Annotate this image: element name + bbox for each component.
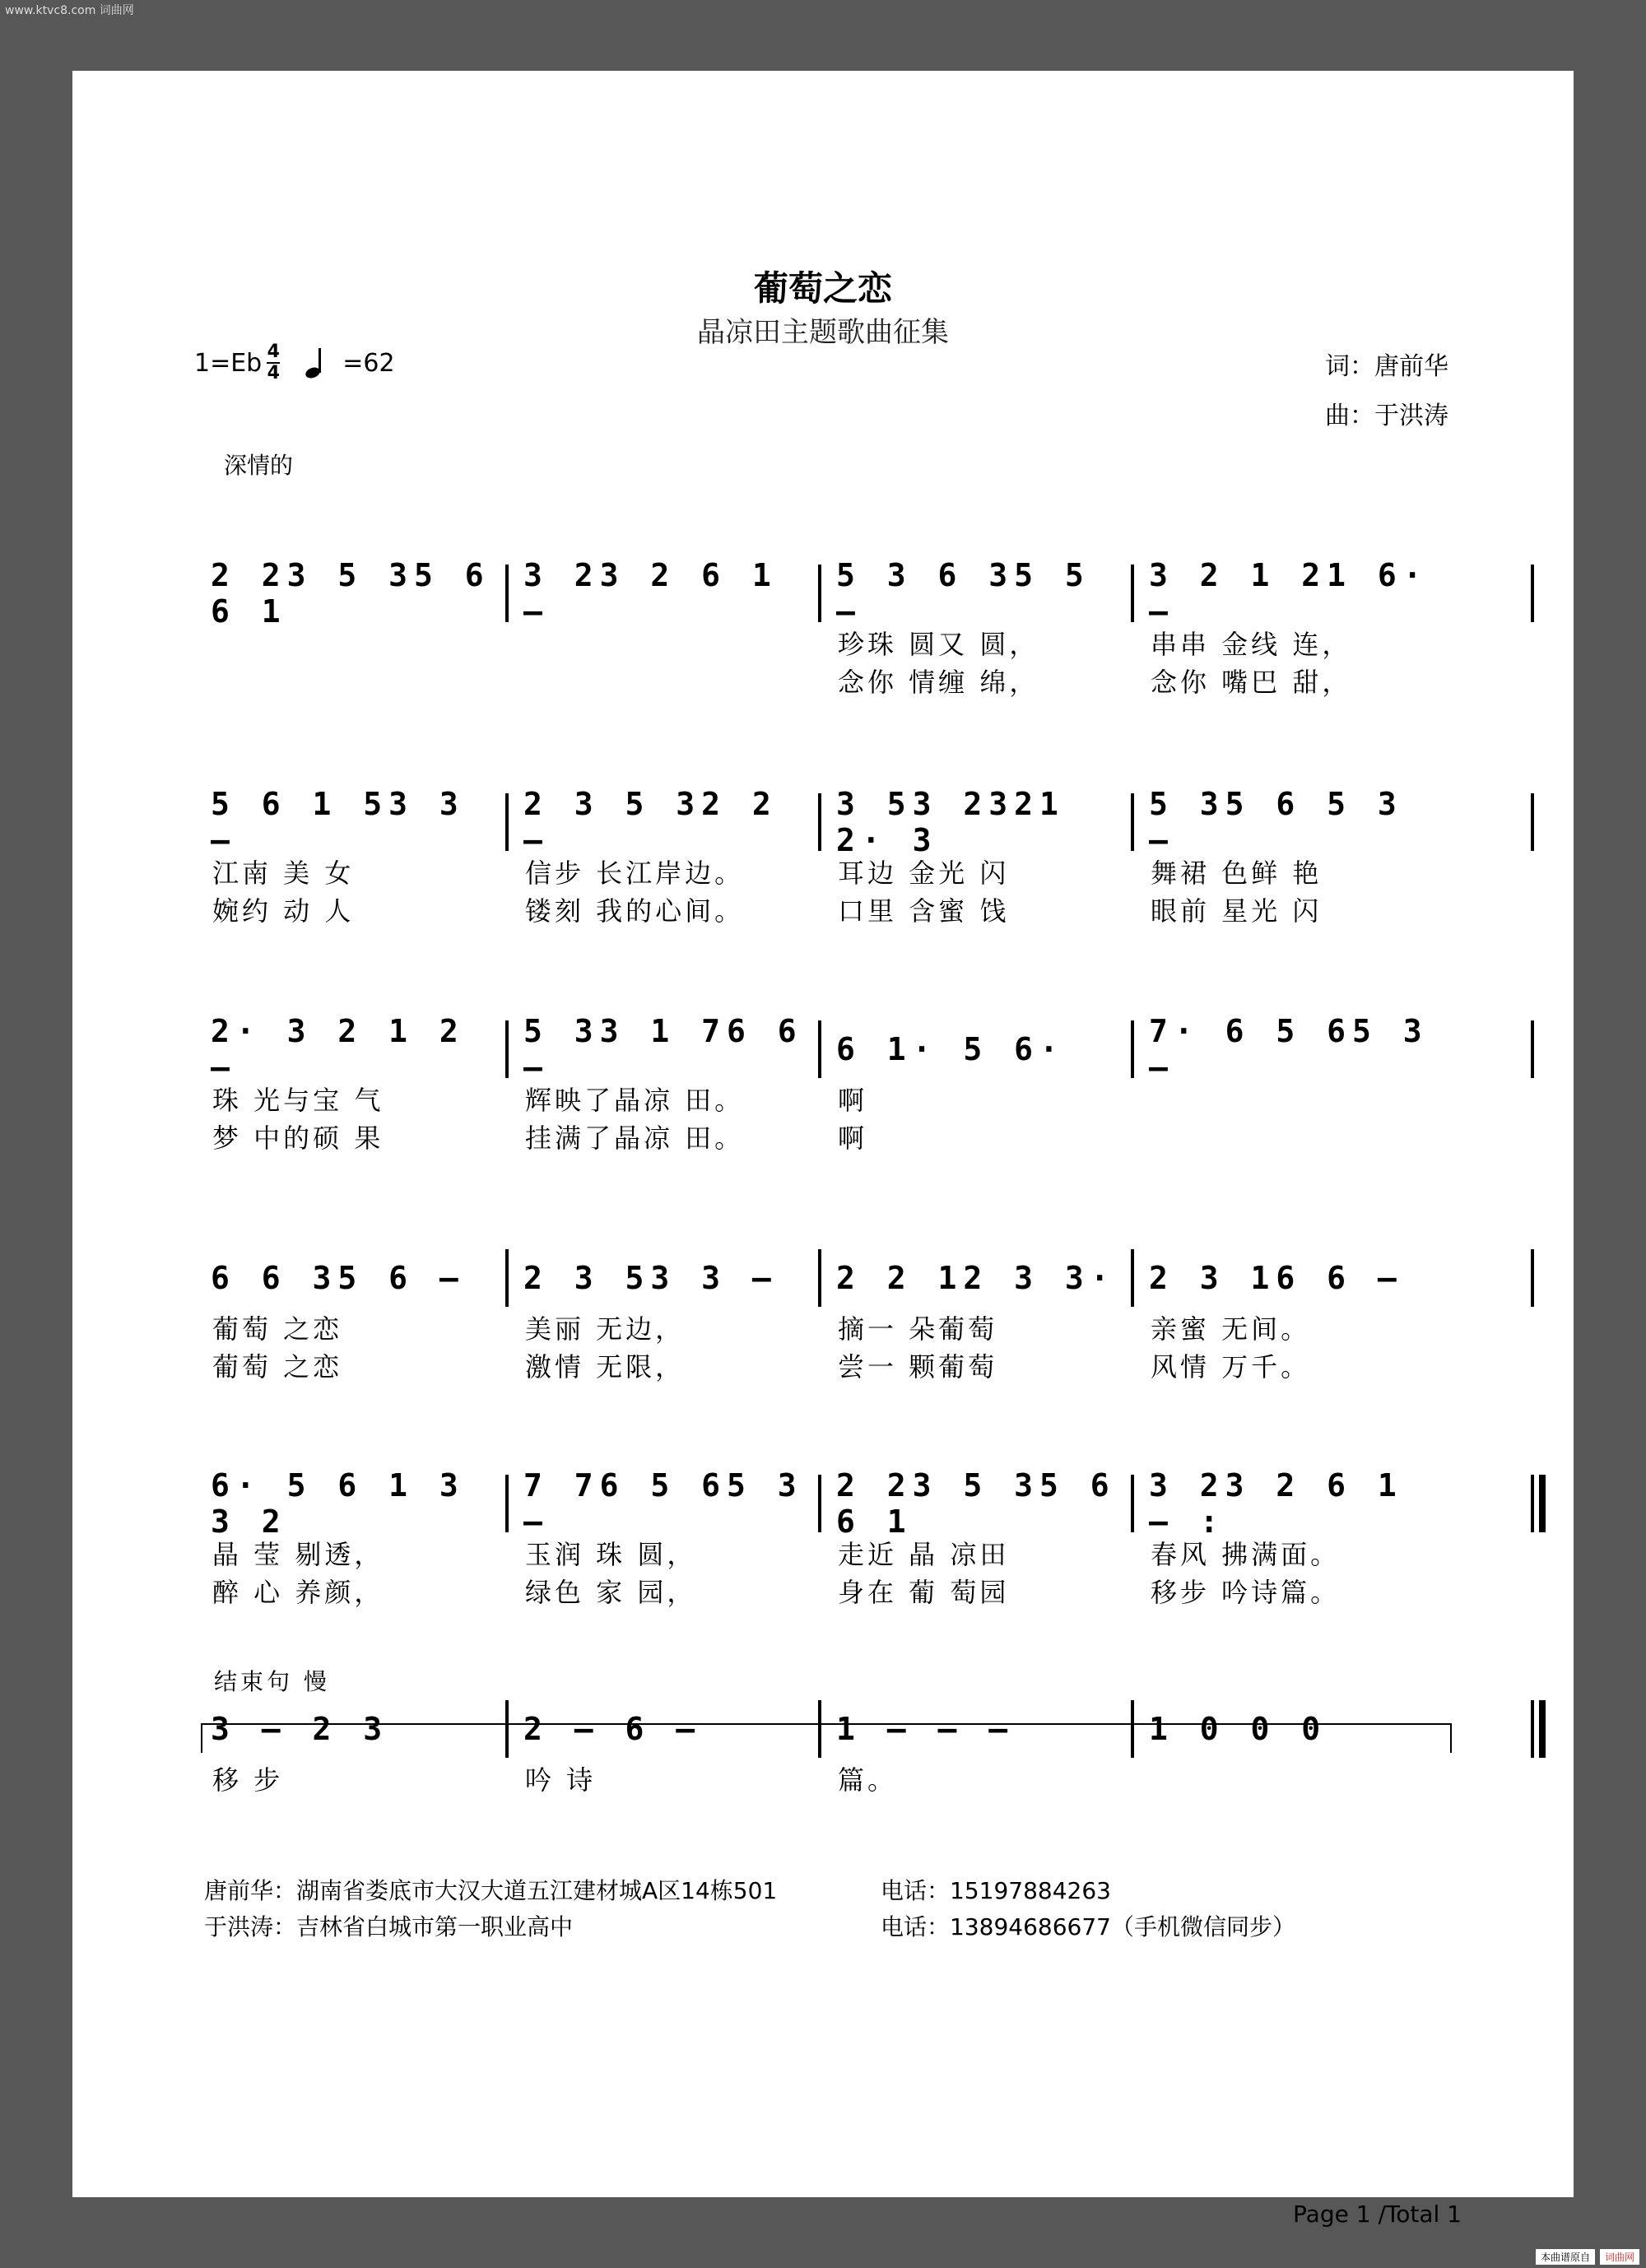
- measure: 5 6 1 53 3 –: [211, 786, 465, 858]
- lyricist: 词：唐前华: [1325, 352, 1448, 381]
- lyric-verse-2: 激情 无限，: [525, 1351, 686, 1383]
- lyric-verse-1: 走近 晶 凉田: [838, 1539, 1010, 1570]
- measure: 5 33 1 76 6 –: [523, 1013, 803, 1085]
- measure: 6 1· 5 6·: [836, 1031, 1065, 1067]
- measure: 5 35 6 5 3 –: [1149, 786, 1403, 858]
- notation-line: [204, 1249, 1554, 1307]
- measure: 3 23 2 6 1 – :: [1149, 1467, 1403, 1540]
- lyric-verse-1: 江南 美 女: [212, 857, 355, 889]
- lyric-verse-2: 梦 中的硕 果: [212, 1122, 384, 1154]
- measure: 2 23 5 35 6 6 1: [211, 557, 491, 630]
- lyric-verse-2: 尝一 颗葡萄: [838, 1351, 998, 1383]
- lyric-verse-1: 篇。: [838, 1764, 898, 1796]
- barline: [818, 1020, 821, 1078]
- composer: 曲：于洪涛: [1325, 402, 1448, 430]
- score-row: [204, 557, 1554, 698]
- quarter-note-icon: [303, 346, 339, 379]
- lyric-verse-1: 耳边 金光 闪: [838, 857, 1010, 889]
- score-row: [204, 1013, 1554, 1154]
- contact-phone-2: 电话：13894686677（手机微信同步）: [881, 1913, 1295, 1940]
- measure: 1 – – –: [836, 1711, 1015, 1747]
- measure: 7· 6 5 65 3 –: [1149, 1013, 1429, 1085]
- lyric-verse-1: 信步 长江岸边。: [525, 857, 745, 889]
- barline: [818, 1475, 821, 1532]
- barline: [505, 793, 509, 851]
- lyric-verse-1: 春风 拂满面。: [1151, 1539, 1341, 1570]
- lyric-verse-1: 美丽 无边，: [525, 1313, 686, 1345]
- barline: [818, 793, 821, 851]
- lyric-verse-1: 珍珠 圆又 圆，: [838, 629, 1039, 660]
- lyric-verse-1: 辉映了晶凉 田。: [525, 1085, 745, 1116]
- measure: 3 2 1 21 6· –: [1149, 557, 1429, 630]
- barline: [1531, 565, 1534, 622]
- lyric-verse-1: 玉润 珠 圆，: [525, 1539, 697, 1570]
- barline: [1531, 1249, 1534, 1307]
- barline: [505, 1249, 509, 1307]
- lyric-verse-1: 移 步: [212, 1764, 284, 1796]
- barline: [1131, 1475, 1134, 1532]
- tempo-value: =62: [342, 348, 395, 378]
- lyric-verse-2: 风情 万千。: [1151, 1351, 1311, 1383]
- lyric-verse-2: 醉 心 养颜，: [212, 1577, 384, 1608]
- contact-name-1: 唐前华：湖南省娄底市大汉大道五江建材城A区14栋501: [204, 1877, 778, 1904]
- lyric-verse-2: 绿色 家 园，: [525, 1577, 697, 1608]
- barline: [505, 1020, 509, 1078]
- barline: [1531, 1475, 1534, 1532]
- barline: [1531, 1020, 1534, 1078]
- barline: [505, 565, 509, 622]
- barline: [1131, 1249, 1134, 1307]
- measure: 2 2 12 3 3·: [836, 1260, 1116, 1296]
- notation-line: [204, 1467, 1554, 1540]
- song-subtitle: 晶凉田主题歌曲征集: [697, 316, 949, 349]
- lyric-verse-1: 串串 金线 连，: [1151, 629, 1352, 660]
- measure: 6· 5 6 1 3 3 2: [211, 1467, 465, 1540]
- lyric-verse-2: 婉约 动 人: [212, 895, 355, 927]
- lyric-verse-2: 念你 嘴巴 甜，: [1151, 667, 1352, 698]
- lyric-verse-2: 镂刻 我的心间。: [525, 895, 745, 927]
- song-title: 葡萄之恋: [753, 268, 892, 309]
- lyric-verse-2: 念你 情缠 绵，: [838, 667, 1039, 698]
- lyric-verse-2: 啊: [838, 1122, 868, 1154]
- barline: [1531, 1700, 1534, 1758]
- measure: 2 3 53 3 –: [523, 1260, 778, 1296]
- measure: 1 0 0 0: [1149, 1711, 1327, 1747]
- time-den: 4: [267, 363, 280, 383]
- measure: 7 76 5 65 3 –: [523, 1467, 803, 1540]
- measure: 2 – 6 –: [523, 1711, 702, 1747]
- lyric-verse-2: 眼前 星光 闪: [1151, 895, 1323, 927]
- barline: [1131, 793, 1134, 851]
- lyric-verse-2: 移步 吟诗篇。: [1151, 1577, 1341, 1608]
- score-row: [204, 1467, 1554, 1608]
- key-signature: 1=Eb: [194, 348, 263, 378]
- expression-mark: 深情的: [224, 452, 294, 479]
- lyric-verse-1: 亲蜜 无间。: [1151, 1313, 1311, 1345]
- score-row: [204, 1668, 1554, 1815]
- score-row: [204, 786, 1554, 927]
- barline: [505, 1475, 509, 1532]
- time-num: 4: [267, 342, 280, 362]
- measure: 5 3 6 35 5 –: [836, 557, 1090, 630]
- notation-line: [204, 786, 1554, 858]
- notation-line: [204, 557, 1554, 630]
- score-row: [204, 1249, 1554, 1383]
- lyric-verse-2: 葡萄 之恋: [212, 1351, 343, 1383]
- lyric-verse-2: 挂满了晶凉 田。: [525, 1122, 745, 1154]
- barline: [818, 1249, 821, 1307]
- ending-bracket: [201, 1723, 1452, 1753]
- notation-line: [204, 1013, 1554, 1085]
- measure: 2 3 16 6 –: [1149, 1260, 1403, 1296]
- footer-links: [1536, 2249, 1639, 2265]
- page-number: Page 1 /Total 1: [1293, 2201, 1462, 2228]
- lyric-verse-1: 舞裙 色鲜 艳: [1151, 857, 1323, 889]
- score-page: [72, 71, 1574, 2228]
- measure: 2· 3 2 1 2 –: [211, 1013, 465, 1085]
- measure: 2 3 5 32 2 –: [523, 786, 778, 858]
- contact-phone-1: 电话：15197884263: [881, 1877, 1111, 1904]
- measure: 3 – 2 3: [211, 1711, 389, 1747]
- site-watermark: www.ktvc8.com 词曲网: [5, 4, 134, 17]
- footer-site: 词曲网: [1600, 2249, 1639, 2265]
- measure: 3 23 2 6 1 –: [523, 557, 778, 630]
- lyric-verse-1: 珠 光与宝 气: [212, 1085, 384, 1116]
- lyric-verse-1: 摘一 朵葡萄: [838, 1313, 998, 1345]
- ending-label: 结束句 慢: [214, 1668, 330, 1695]
- lyric-verse-1: 晶 莹 剔透，: [212, 1539, 384, 1570]
- barline: [818, 565, 821, 622]
- measure: 2 23 5 35 6 6 1: [836, 1467, 1116, 1540]
- time-signature: [267, 342, 280, 383]
- lyric-verse-1: 葡萄 之恋: [212, 1313, 343, 1345]
- lyric-verse-2: 口里 含蜜 饯: [838, 895, 1010, 927]
- key-tempo: [194, 342, 395, 383]
- lyric-verse-1: 啊: [838, 1085, 868, 1116]
- lyric-verse-2: 身在 葡 萄园: [838, 1577, 1010, 1608]
- lyric-verse-1: 吟 诗: [525, 1764, 597, 1796]
- barline: [1131, 565, 1134, 622]
- barline: [1131, 1020, 1134, 1078]
- footer-source: 本曲谱原自: [1536, 2249, 1595, 2265]
- final-barline: [1539, 1700, 1546, 1758]
- measure: 6 6 35 6 –: [211, 1260, 465, 1296]
- final-barline: [1539, 1475, 1546, 1532]
- barline: [1531, 793, 1534, 851]
- measure: 3 53 2321 2· 3: [836, 786, 1065, 858]
- contact-name-2: 于洪涛：吉林省白城市第一职业高中: [204, 1913, 574, 1940]
